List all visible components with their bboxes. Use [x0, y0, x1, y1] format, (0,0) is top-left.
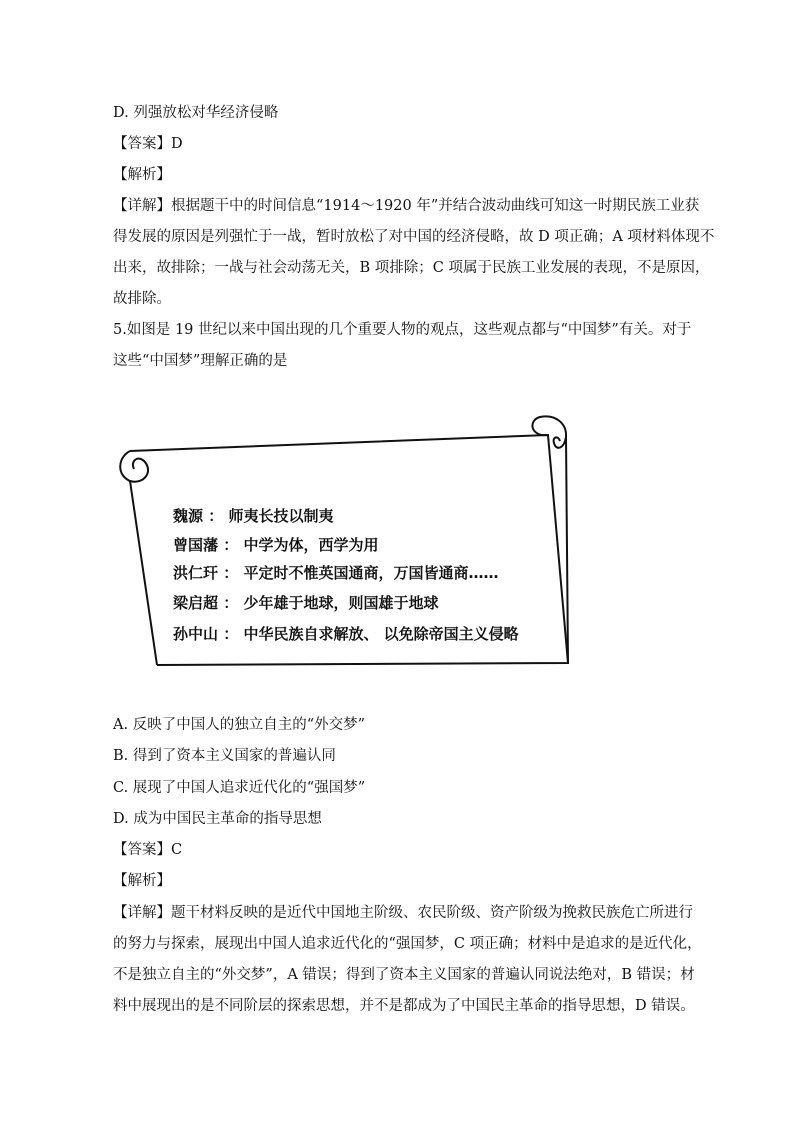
scroll-quote-liangqichao: 梁启超 ： 少年雄于地球，则国雄于地球 [173, 594, 439, 612]
q5-detail-line: 不是独立自主的“外交梦”，A 错误；得到了资本主义国家的普遍认同说法绝对，B 错误；材 [113, 967, 695, 983]
q5-option-c: C. 展现了中国人追求近代化的“强国梦” [113, 780, 366, 796]
q5-detail-line: 的努力与探索，展现出中国人追求近代化的“强国梦，C 项正确；材料中是追求的是近代化， [113, 936, 702, 952]
prev-detail-line: 故排除。 [113, 291, 171, 307]
scroll-quote-sunzhongshan: 孙中山 ： 中华民族自求解放、 以免除帝国主义侵略 [173, 625, 519, 643]
prev-detail-line: 出来，故排除；一战与社会动荡无关，B 项排除；C 项属于民族工业发展的表现，不是原因， [113, 260, 710, 276]
scroll-quote-hongrengan: 洪仁玕 ： 平定时不惟英国通商，万国皆通商…… [173, 564, 499, 582]
prev-detail-line: 得发展的原因是列强忙于一战，暂时放松了对中国的经济侵略，故 D 项正确；A 项材料体现不 [113, 229, 715, 245]
q5-option-b: B. 得到了资本主义国家的普遍认同 [113, 748, 336, 764]
prev-analysis-heading: 【解析】 [113, 167, 171, 183]
q5-analysis-heading: 【解析】 [113, 873, 171, 889]
q5-option-d: D. 成为中国民主革命的指导思想 [113, 811, 322, 827]
q5-detail-line: 料中展现出的是不同阶层的探索思想，并不是都成为了中国民主革命的指导思想，D 错误。 [113, 998, 695, 1014]
prev-option-d: D. 列强放松对华经济侵略 [113, 105, 279, 121]
scroll-quote-zengguofan: 曾国藩 ： 中学为体，西学为用 [173, 536, 379, 554]
prev-answer: 【答案】D [113, 136, 183, 152]
q5-detail-line: 【详解】题干材料反映的是近代中国地主阶级、农民阶级、资产阶级为挽救民族危亡所进行 [113, 905, 693, 921]
q5-stem-line: 5.如图是 19 世纪以来中国出现的几个重要人物的观点，这些观点都与“中国梦”有关。对于 [113, 322, 692, 338]
q5-answer: 【答案】C [113, 842, 183, 858]
prev-detail-line: 【详解】根据题干中的时间信息“1914～1920 年”并结合波动曲线可知这一时期民族工业获 [113, 198, 700, 214]
scroll-quote-weiyuan: 魏源 ： 师夷长技以制夷 [173, 507, 334, 525]
q5-option-a: A. 反映了中国人的独立自主的“外交梦” [113, 717, 366, 733]
q5-stem-line: 这些“中国梦”理解正确的是 [113, 353, 288, 369]
